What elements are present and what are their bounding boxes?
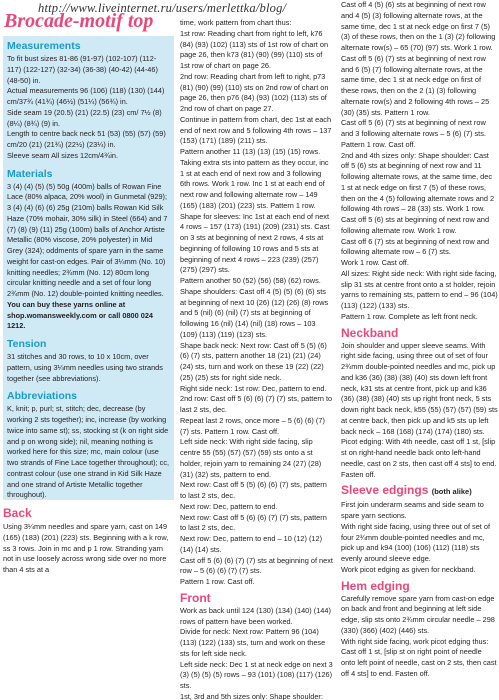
instruction-para: Cast off 5 (6) (6) (7) (7) sts at beginning of next row – 5 (6) (6) (7) (7) sts. bbox=[180, 555, 333, 576]
instruction-para: Shape back neck: Next row: Cast off 5 (5) (6) (6) (7) sts, pattern another 18 (21) (21) (24) (24) sts, turn and work on these 19 (22) (22) (25) (25) sts for right side neck. bbox=[180, 340, 327, 382]
instruction-para: Next row: Cast off 5 (6) (6) (7) (7) sts, pattern to last 2 sts, dec. bbox=[180, 512, 327, 533]
instruction-para: All sizes: Right side neck: With right side facing, slip 31 sts at centre front onto a st holder, rejoin yarns to remaining sts, pattern to end – 96 (104) (113) (122) (133) sts. bbox=[341, 268, 498, 310]
instruction-para: Cast off 5 (6) sts at beginning of next row and following alternate row. Work 1 row. bbox=[341, 215, 490, 235]
instruction-para: Shape for sleeves: Inc 1st at each end of next 4 rows – 157 (173) (191) (209) (231) sts. Cast on 3 sts at beginning of next 2 rows, 4 sts at beginning of following 10 rows and 5 sts at beginning of next 4 rows – 223 (239) (257) (275) (297) sts. bbox=[180, 211, 330, 275]
instruction-para: Work picot edging as given for neckband. bbox=[341, 564, 476, 574]
instruction-para: Cast off 4 (5) (6) sts at beginning of next row and 4 (5) (3) following alternate rows, at the same time, dec 1 st at neck edge on first 7 (5) (3) of these rows, then on the 1 (3) (2) following alternate row(s) – 65 (70) (97) sts. Work 1 row. bbox=[341, 0, 496, 52]
abbreviations-text: K, knit; p, purl; st, stitch; dec, decrease (by working 2 sts together); inc, increase (by working twice into same st); ss, stocking st (k on right side and p on wrong side); nil, meaning nothing is worked here for this size; mc, main colour (use two strands of Fine Lace together throughout); cc, contrast colour (use one strand in Kid Silk Haze and one strand of Artiste Metallic together throughout). bbox=[7, 404, 170, 500]
instruction-para: 2nd row: Reading chart from left to right, p73 (81) (90) (99) (110) sts on 2nd row of chart on page 26, then p76 (84) (93) (102) (113) sts of 2nd row of chart on page 27. bbox=[180, 71, 329, 113]
source-url: http://www.liveinternet.ru/users/merlettka/blog/ bbox=[38, 1, 287, 15]
instruction-para: Continue in pattern from chart, dec 1st at each end of next row and 5 following 4th rows – 137 (153) (171) (189) (211) sts. bbox=[180, 114, 332, 146]
measurement-line: To fit bust sizes 81-86 (91-97) (102-107) (112-117) (122-127) (32-34) (36-38) (40-42) (44-46) (48-50) in. bbox=[7, 54, 158, 85]
instruction-para: 2nd row: Cast off 5 (6) (6) (7) (7) sts, pattern to last 2 sts, dec. bbox=[180, 394, 333, 414]
instruction-para: Cast off 5 (6) (7) sts at beginning of next row and 3 following alternate rows – 5 (6) (7) sts. Pattern 1 row. Cast off. bbox=[341, 118, 486, 149]
instruction-para: time, work pattern from chart thus: bbox=[180, 18, 292, 27]
instruction-para: Join shoulder and upper sleeve seams. With right side facing, using three out of set of four 2¾mm double-pointed needles and mc, pick up and k36 (36) (38) (38) (40) sts down left front neck, k31 sts at centre front, pick up and k36 (36) (38) (38) (40) sts up right front neck, 5 sts down right back neck, k55 (55) (57) (57) (59) sts at centre back, then pick up and k5 sts up left back neck – 168 (168) (174) (174) (180) sts. bbox=[341, 340, 498, 436]
column-right bbox=[341, 0, 498, 700]
measurements-heading: Measurements bbox=[7, 40, 81, 52]
sleeve-edgings-title: Sleeve edgings bbox=[341, 483, 429, 498]
instruction-para: Work 1 row. Cast off. bbox=[341, 258, 409, 267]
abbreviations-heading: Abbreviations bbox=[7, 390, 78, 403]
instruction-para: Repeat last 2 rows, once more – 5 (6) (6) (7) (7) sts. Pattern 1 row. Cast off. bbox=[180, 415, 325, 436]
instruction-para: Left side neck: With right side facing, slip centre 55 (55) (57) (57) (59) sts onto a st holder, rejoin yarn to remaining 24 (27) (28) (31) (32) sts, pattern to end. bbox=[180, 437, 322, 479]
instruction-para: First join underarm seams and side seam to spare yarn sections. bbox=[341, 500, 484, 520]
sidebar-panel bbox=[3, 36, 174, 500]
measurement-line: Length to centre back neck 51 (53) (55) (57) (59) cm/20 (21) (21¾) (22½) (23¼) in. bbox=[7, 129, 166, 149]
materials-heading: Materials bbox=[7, 167, 53, 180]
page-title: Brocade-motif top bbox=[4, 10, 154, 32]
measurement-line: Actual measurements 96 (106) (118) (130) (144) cm/37¾ (41¾) (46½) (51¼) (56¾) in. bbox=[7, 86, 165, 106]
instruction-para: Carefully remove spare yarn from cast-on edge on back and front and beginning at left side edge, slip sts onto 2¾mm circular needle – 298 (330) (366) (402) (446) sts. bbox=[341, 593, 495, 635]
instruction-para: 1st row: Reading chart from right to left, k76 (84) (93) (102) (113) sts of 1st row of chart on page 26, then k73 (81) (90) (99) (110) sts of 1st row of chart on page 26. bbox=[180, 28, 329, 70]
instruction-para: Pattern another 11 (13) (13) (15) (15) rows. Taking extra sts into pattern as they occur, inc 1 st at each end of next row and 3 following 6th rows. Work 1 row. Inc 1 st at each end of next row and following alternate row – 149 (165) (183) (201) (223) sts. Pattern 1 row. bbox=[180, 147, 329, 210]
instruction-para: Pattern 1 row. Cast off. bbox=[180, 577, 255, 586]
hem-edging-heading: Hem edging bbox=[341, 578, 410, 593]
instruction-para: Shape shoulders: Cast off 4 (5) (5) (6) (6) sts at beginning of next 10 (26) (12) (26) (8) rows and 5 (nil) (6) (nil) (7) sts at beginning of following 16 (nil) (14) (nil) (18) rows – 103 (109) (113) (119) (123) sts. bbox=[180, 286, 329, 339]
tension-heading: Tension bbox=[7, 338, 47, 350]
instruction-para: Next row: Cast off 5 (5) (6) (6) (7) sts, pattern to last 2 sts, dec. bbox=[180, 480, 327, 500]
instruction-para: With right side facing, work picot edging thus: Cast off 1 st, [slip st on right point of needle onto left point of needle, cast on 2 sts, then cast off 4 sts] to end. Fasten off. bbox=[341, 636, 497, 678]
instruction-para: Pattern 1 row. Complete as left front neck. bbox=[341, 311, 478, 321]
instruction-para: Work as back until 124 (130) (134) (140) (144) rows of pattern have been worked. bbox=[180, 605, 331, 626]
back-section bbox=[3, 506, 174, 576]
neckband-heading: Neckband bbox=[341, 325, 399, 340]
measurement-line: Sleeve seam All sizes 12cm/4¾in. bbox=[7, 150, 119, 160]
instruction-para: Pattern another 50 (52) (56) (58) (62) rows. bbox=[180, 276, 321, 285]
instruction-para: Left side neck: Dec 1 st at neck edge on next 3 (3) (5) (5) (5) rows – 93 (101) (108) (117) (126) sts. bbox=[180, 659, 333, 690]
instruction-para: Next row: Dec, pattern to end. bbox=[180, 501, 278, 511]
instruction-para: Picot edging: With 4th needle, cast off 1 st, [slip st on right-hand needle back onto left-hand needle, cast on 2 sts, then cast off 4 sts] to end. Fasten off. bbox=[341, 437, 497, 479]
materials-buy-online: You can buy these yarns online at shop.womansweekly.com or call 0800 024 1212. bbox=[7, 299, 153, 331]
column-middle bbox=[180, 18, 333, 700]
instruction-para: 1st, 3rd and 5th sizes only: Shape shoulder: bbox=[180, 691, 323, 700]
instruction-para: With right side facing, using three out of set of four 2¾mm double-pointed needles and mc, pick up and k94 (100) (106) (112) (118) sts evenly around sleeve edge. bbox=[341, 521, 490, 563]
instruction-para: Right side neck: 1st row: Dec, pattern to end. bbox=[180, 383, 327, 393]
instruction-para: 2nd and 4th sizes only: Shape shoulder: Cast off 5 (6) sts at beginning of next row and 11 following alternate rows, at the same time, dec 1 st at neck edge on first 7 (5) of these rows, then on the 4 (5) following alternate rows and 2 following 4th rows – 28 (33) sts. Work 1 row. bbox=[341, 150, 495, 214]
tension-text: 31 stitches and 30 rows, to 10 x 10cm, over pattern, using 3¼mm needles using two strands together (see abbreviations). bbox=[7, 352, 163, 383]
back-text: Using 3¼mm needles and spare yarn, cast on 149 (165) (183) (201) (223) sts. Beginning with a k row, ss 3 rows. Join in mc and p 1 row. Stranding yarn not in use loosely across wrong side over no more than 4 sts at a bbox=[3, 522, 169, 574]
instruction-para: Cast off 5 (6) (7) sts at beginning of next row and 6 (5) (7) following alternate rows, at the same time, dec 1 st at neck edge on first of these rows, then on the 2 (1) (3) following alternate row(s) and 2 following 4th rows – 25 (30) (35) sts. Pattern 1 row. bbox=[341, 53, 490, 117]
instruction-para: Cast off 6 (7) sts at beginning of next row and following alternate row – 6 (7) sts. bbox=[341, 236, 490, 257]
materials-text: 3 (4) (4) (5) (5) 50g (400m) balls of Rowan Fine Lace (80% alpaca, 20% wool) in Gunmetal (929); 3 (4) (4) (6) (6) 25g (210m) balls Rowan Kid Silk Haze (70% mohair, 30% silk) in Steel (664) and 7 (7) (8) (9) (11) 25g (100m) balls of Anchor Artiste Metallic (80% viscose, 20% polyester) in Mid Grey (324); oddments of spare yarn in the same weight for cast-on edges. Pair of 3¼mm (No. 10) knitting needles; 2¾mm (No. 12) 80cm long circular knitting needle and a set of four long 2¾mm (No. 12) double-pointed knitting needles. bbox=[7, 181, 168, 298]
sleeve-edgings-subtitle: (both alike) bbox=[431, 487, 472, 497]
front-heading: Front bbox=[180, 590, 211, 605]
back-heading: Back bbox=[3, 506, 32, 520]
sleeve-edgings-heading bbox=[341, 483, 498, 499]
measurement-line: Side seam 19 (20.5) (21) (22.5) (23) cm/ 7½ (8) (8¼) (8¾) (9) in. bbox=[7, 107, 162, 128]
instruction-para: Next row: Dec, pattern to end – 10 (12) (12) (14) (14) sts. bbox=[180, 534, 323, 554]
instruction-para: Divide for neck: Next row: Pattern 96 (104) (113) (122) (133) sts, turn and work on these sts for left side neck. bbox=[180, 627, 326, 658]
